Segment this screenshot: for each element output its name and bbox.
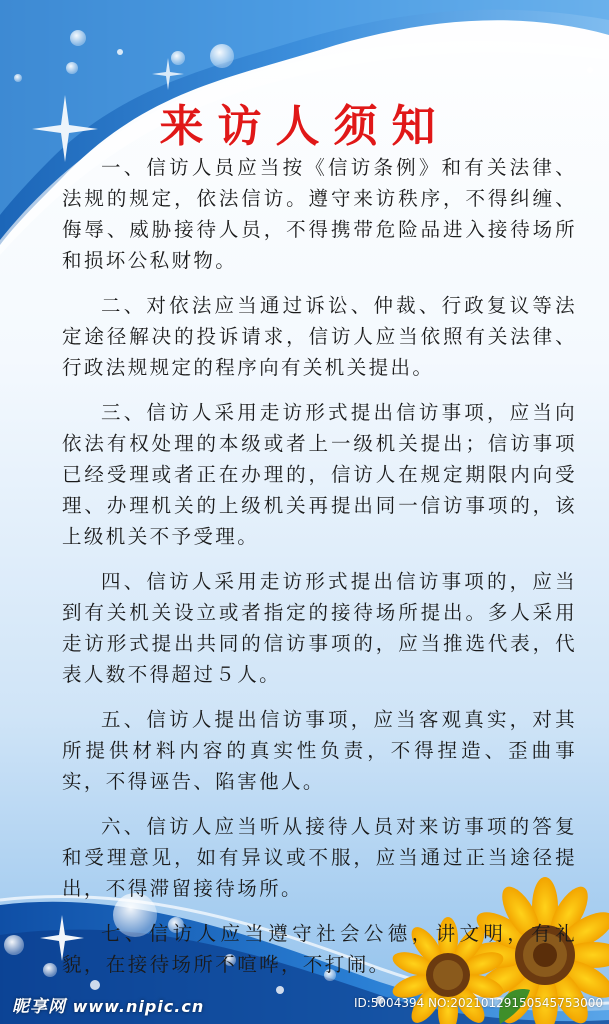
notice-paragraph-4: 四、信访人采用走访形式提出信访事项的，应当到有关机关设立或者指定的接待场所提出。多人采用走访形式提出共同的信访事项的，应当推选代表，代表人数不得超过５人。: [62, 570, 577, 686]
notice-paragraph-3: 三、信访人采用走访形式提出信访事项，应当向依法有权处理的本级或者上一级机关提出；信访事项已经受理或者正在办理的，信访人在规定期限内向受理、办理机关的上级机关再提出同一信访事项的，该上级机关不予受理。: [62, 401, 577, 548]
watermark-logo: 昵享网: [12, 997, 66, 1017]
notice-paragraph-6: 六、信访人应当听从接待人员对来访事项的答复和受理意见，如有异议或不服，应当通过正当途径提出，不得滞留接待场所。: [62, 815, 577, 900]
notice-paragraph-7: 七、信访人应当遵守社会公德，讲文明，有礼貌，在接待场所不喧哗，不打闹。: [62, 922, 577, 976]
page-title: 来访人须知: [159, 101, 450, 152]
notice-body: [62, 152, 577, 994]
watermark-url: www.nipic.cn: [72, 997, 205, 1016]
notice-paragraph-5: 五、信访人提出信访事项，应当客观真实，对其所提供材料内容的真实性负责，不得捏造、歪曲事实，不得诬告、陷害他人。: [62, 708, 577, 793]
notice-paragraph-2: 二、对依法应当通过诉讼、仲裁、行政复议等法定途径解决的投诉请求，信访人应当依照有关法律、行政法规规定的程序向有关机关提出。: [62, 294, 577, 379]
notice-paragraph-1: 一、信访人员应当按《信访条例》和有关法律、法规的规定，依法信访。遵守来访秩序，不得纠缠、侮辱、威胁接待人员，不得携带危险品进入接待场所和损坏公私财物。: [62, 156, 577, 272]
image-id: ID:5004394 NO:20210129150545753000: [353, 996, 603, 1010]
watermark: [12, 992, 204, 1017]
